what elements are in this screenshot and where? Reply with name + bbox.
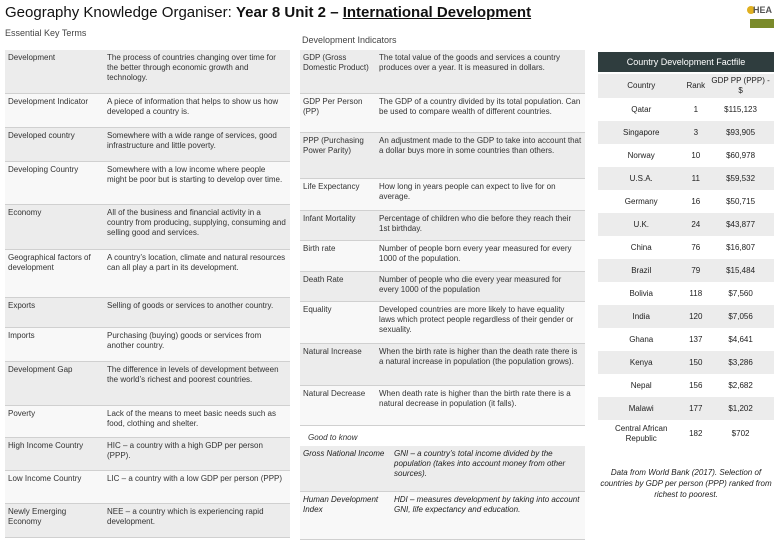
country-name: India	[598, 305, 684, 328]
definition: Percentage of children who die before they reach their 1st birthday.	[376, 210, 585, 240]
term-row	[300, 271, 585, 301]
country-rank: 150	[684, 351, 707, 374]
term: PPP (Purchasing Power Parity)	[300, 132, 376, 178]
definition: GNI – a country’s total income divided by the population (takes into account money from other sources).	[391, 446, 585, 491]
definition: Somewhere with a wide range of services, good infrastructure and little poverty.	[104, 127, 290, 161]
term: Natural Increase	[300, 343, 376, 385]
term-row	[5, 405, 290, 437]
term: Equality	[300, 301, 376, 343]
term-row	[5, 361, 290, 405]
country-rank: 3	[684, 121, 707, 144]
term-row	[5, 161, 290, 204]
term: Economy	[5, 204, 104, 249]
term-row	[5, 503, 290, 537]
term-row	[300, 446, 585, 491]
term-row	[300, 210, 585, 240]
country-name: Nepal	[598, 374, 684, 397]
country-rank: 24	[684, 213, 707, 236]
key-terms-heading: Essential Key Terms	[5, 28, 87, 38]
definition: When death rate is higher than the birth rate there is a natural decrease in population (it falls).	[376, 385, 585, 425]
country-gdp: $50,715	[707, 190, 774, 213]
term: Birth rate	[300, 240, 376, 271]
term-row	[300, 491, 585, 539]
country-name: Qatar	[598, 98, 684, 121]
term-row	[300, 301, 585, 343]
country-rank: 182	[684, 420, 707, 447]
country-gdp: $7,056	[707, 305, 774, 328]
key-terms-table	[5, 50, 290, 538]
factfile-row	[598, 282, 774, 305]
country-name: Germany	[598, 190, 684, 213]
factfile-row	[598, 351, 774, 374]
term-row	[300, 178, 585, 210]
country-name: Norway	[598, 144, 684, 167]
term: Development Indicator	[5, 93, 104, 127]
term-row	[5, 93, 290, 127]
term: GDP (Gross Domestic Product)	[300, 50, 376, 93]
country-gdp: $15,484	[707, 259, 774, 282]
factfile-row	[598, 144, 774, 167]
term-row	[300, 132, 585, 178]
term-row	[300, 385, 585, 425]
term: Development	[5, 50, 104, 93]
term: Exports	[5, 297, 104, 327]
term-row	[5, 50, 290, 93]
term: Poverty	[5, 405, 104, 437]
factfile-header: Rank	[684, 74, 707, 98]
definition: Lack of the means to meet basic needs such as food, clothing and shelter.	[104, 405, 290, 437]
definition: HDI – measures development by taking into account GNI, life expectancy and education.	[391, 491, 585, 539]
definition: The GDP of a country divided by its total population. Can be used to compare wealth of different countries.	[376, 93, 585, 132]
factfile-row	[598, 121, 774, 144]
definition: Developed countries are more likely to have equality laws which protect people regardless of their gender or sexuality.	[376, 301, 585, 343]
term-row	[5, 437, 290, 470]
country-gdp: $16,807	[707, 236, 774, 259]
school-logo: HEA	[745, 3, 775, 31]
term-row	[300, 343, 585, 385]
definition: HIC – a country with a high GDP per person (PPP).	[104, 437, 290, 470]
term-row	[5, 127, 290, 161]
term-row	[5, 327, 290, 361]
term-row	[5, 297, 290, 327]
definition: Somewhere with a low income where people might be poor but is starting to develop over time.	[104, 161, 290, 204]
term-row	[5, 249, 290, 297]
factfile-header: GDP PP (PPP) - $	[707, 74, 774, 98]
definition: An adjustment made to the GDP to take into account that a dollar buys more in some countries than others.	[376, 132, 585, 178]
term-row	[300, 93, 585, 132]
definition: All of the business and financial activity in a country from producing, supplying, consuming and selling good and services.	[104, 204, 290, 249]
country-name: Singapore	[598, 121, 684, 144]
definition: Number of people who die every year measured for every 1000 of the population	[376, 271, 585, 301]
term: Newly Emerging Economy	[5, 503, 104, 537]
factfile-row	[598, 236, 774, 259]
factfile-row	[598, 397, 774, 420]
term: Low Income Country	[5, 470, 104, 503]
country-gdp: $60,978	[707, 144, 774, 167]
factfile-table	[598, 74, 774, 447]
country-rank: 137	[684, 328, 707, 351]
country-rank: 11	[684, 167, 707, 190]
term: Geographical factors of development	[5, 249, 104, 297]
page-title: Geography Knowledge Organiser: Year 8 Unit 2 – International Development	[5, 4, 532, 21]
factfile-row	[598, 98, 774, 121]
factfile-row	[598, 259, 774, 282]
definition: A piece of information that helps to show us how developed a country is.	[104, 93, 290, 127]
country-name: Brazil	[598, 259, 684, 282]
factfile-row	[598, 305, 774, 328]
country-rank: 177	[684, 397, 707, 420]
factfile-row	[598, 374, 774, 397]
factfile-row	[598, 328, 774, 351]
country-rank: 120	[684, 305, 707, 328]
factfile-row	[598, 167, 774, 190]
term: High Income Country	[5, 437, 104, 470]
term: Death Rate	[300, 271, 376, 301]
factfile-note: Data from World Bank (2017). Selection of countries by GDP per person (PPP) ranked from richest to poorest.	[600, 468, 772, 499]
definition: When the birth rate is higher than the death rate there is a natural increase in population (the population grows).	[376, 343, 585, 385]
definition: Number of people born every year measured for every 1000 of the population.	[376, 240, 585, 271]
country-gdp: $1,202	[707, 397, 774, 420]
definition: The process of countries changing over time for the better through economic growth and technology.	[104, 50, 290, 93]
term-row	[300, 50, 585, 93]
term: Human Development Index	[300, 491, 391, 539]
term: Infant Mortality	[300, 210, 376, 240]
country-gdp: $93,905	[707, 121, 774, 144]
country-name: Ghana	[598, 328, 684, 351]
country-rank: 10	[684, 144, 707, 167]
country-rank: 16	[684, 190, 707, 213]
indicators-heading: Development Indicators	[302, 35, 397, 45]
term: Developing Country	[5, 161, 104, 204]
factfile-title: Country Development Factfile	[598, 52, 774, 72]
country-gdp: $4,641	[707, 328, 774, 351]
country-name: U.K.	[598, 213, 684, 236]
country-rank: 156	[684, 374, 707, 397]
country-rank: 79	[684, 259, 707, 282]
definition: Purchasing (buying) goods or services from another country.	[104, 327, 290, 361]
term: Development Gap	[5, 361, 104, 405]
factfile-header: Country	[598, 74, 684, 98]
definition: LIC – a country with a low GDP per person (PPP)	[104, 470, 290, 503]
country-gdp: $7,560	[707, 282, 774, 305]
factfile-row	[598, 190, 774, 213]
definition: The difference in levels of development between the world’s richest and poorest countries.	[104, 361, 290, 405]
country-name: U.S.A.	[598, 167, 684, 190]
country-name: Malawi	[598, 397, 684, 420]
indicators-table	[300, 50, 585, 426]
country-gdp: $59,532	[707, 167, 774, 190]
country-gdp: $2,682	[707, 374, 774, 397]
country-name: Central African Republic	[598, 420, 684, 447]
country-name: Kenya	[598, 351, 684, 374]
definition: The total value of the goods and services a country produces over a year. It is measured in dollars.	[376, 50, 585, 93]
term: GDP Per Person (PP)	[300, 93, 376, 132]
country-gdp: $3,286	[707, 351, 774, 374]
factfile-row	[598, 213, 774, 236]
country-name: Bolivia	[598, 282, 684, 305]
country-gdp: $43,877	[707, 213, 774, 236]
term-row	[5, 204, 290, 249]
factfile-row	[598, 420, 774, 447]
definition: How long in years people can expect to live for on average.	[376, 178, 585, 210]
term-row	[300, 240, 585, 271]
term-row	[5, 470, 290, 503]
term: Life Expectancy	[300, 178, 376, 210]
definition: Selling of goods or services to another country.	[104, 297, 290, 327]
term: Natural Decrease	[300, 385, 376, 425]
term: Gross National Income	[300, 446, 391, 491]
country-rank: 118	[684, 282, 707, 305]
term: Developed country	[5, 127, 104, 161]
good-to-know-table	[300, 446, 585, 540]
country-gdp: $702	[707, 420, 774, 447]
country-name: China	[598, 236, 684, 259]
country-rank: 1	[684, 98, 707, 121]
term: Imports	[5, 327, 104, 361]
definition: A country’s location, climate and natural resources can all play a part in its development.	[104, 249, 290, 297]
country-rank: 76	[684, 236, 707, 259]
good-to-know-heading: Good to know	[308, 433, 358, 442]
definition: NEE – a country which is experiencing rapid development.	[104, 503, 290, 537]
country-gdp: $115,123	[707, 98, 774, 121]
